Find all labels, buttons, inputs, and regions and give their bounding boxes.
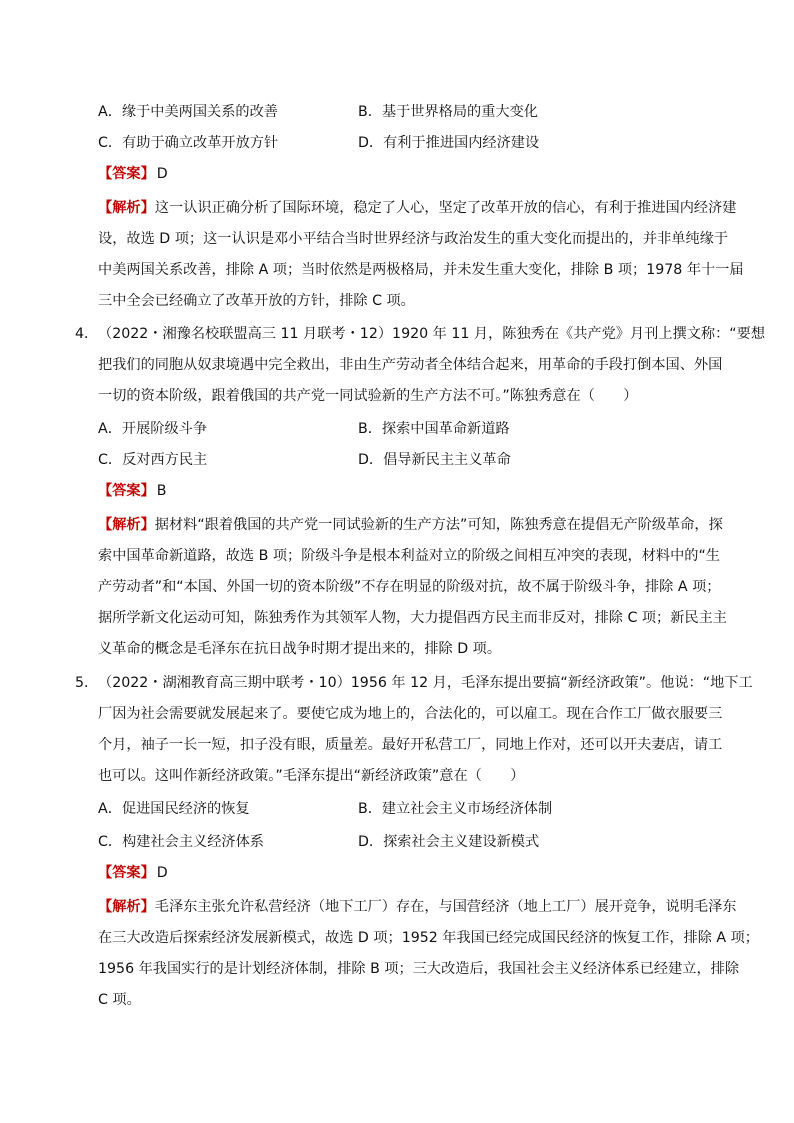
answer-tag: 【答案】 [98,483,155,499]
q4-stem-line-1: （2022・湘豫名校联盟高三 11 月联考・12）1920 年 11 月，陈独秀在《共产党》月刊上撰文称：“要想 [98,326,766,342]
q3-analysis-line-4: 三中全会已经确立了改革开放的方针，排除 C 项。 [98,293,415,309]
q4-number: 4． [75,326,99,342]
q4-answer [98,481,167,501]
q4-analysis-line-1 [98,515,723,535]
q3-analysis-line-3: 中美两国关系改善，排除 A 项；当时依然是两极格局，并未发生重大变化，排除 B 项；1978 年十一届 [98,262,744,278]
q4-stem-line-3: 一切的资本阶级，跟着俄国的共产党一同试验新的生产方法不可。”陈独秀意在（ ） [98,388,638,404]
q5-number: 5． [75,675,99,691]
q3-option-c: C．有助于确立改革开放方针 [98,135,279,151]
q5-stem-line-4: 也可以。这叫作新经济政策。”毛泽东提出“新经济政策”意在（ ） [98,768,525,784]
q5-option-a: A．促进国民经济的恢复 [98,801,250,817]
q4-option-d: D．倡导新民主主义革命 [358,452,511,468]
q3-option-a: A．缘于中美两国关系的改善 [98,104,278,120]
q4-option-a: A．开展阶级斗争 [98,421,208,437]
q4-analysis-line-4: 据所学新文化运动可知，陈独秀作为其领军人物，大力提倡西方民主而非反对，排除 C 项；新民主主 [98,610,727,626]
q4-analysis-text: 据材料“跟着俄国的共产党一同试验新的生产方法”可知，陈独秀意在提倡无产阶级革命，探 [154,517,723,533]
q3-answer-value: D [156,166,168,182]
q4-option-c: C．反对西方民主 [98,452,208,468]
q4-option-b: B．探索中国革命新道路 [358,421,510,437]
q5-option-c: C．构建社会主义经济体系 [98,834,264,850]
analysis-tag: 【解析】 [98,517,155,533]
q3-analysis-text: 这一认识正确分析了国际环境，稳定了人心，坚定了改革开放的信心，有利于推进国内经济建 [154,200,737,216]
q4-analysis-line-3: 产劳动者”和“本国、外国一切的资本阶级”不存在明显的阶级对抗，故不属于阶级斗争，排除 A 项； [98,579,721,595]
q4-analysis-line-2: 索中国革命新道路，故选 B 项；阶级斗争是根本利益对立的阶级之间相互冲突的表现，材料中的“生 [98,548,720,564]
q5-analysis-line-1 [98,897,736,917]
q5-stem-line-3: 个月，袖子一长一短，扣子没有眼，质量差。最好开私营工厂，同地上作对，还可以开夫妻店，请工 [98,737,723,753]
answer-tag: 【答案】 [98,865,155,881]
q5-analysis-text: 毛泽东主张允许私营经济（地下工厂）存在，与国营经济（地上工厂）展开竞争，说明毛泽东 [154,899,737,915]
q3-answer [98,164,168,184]
q5-answer-value: D [156,865,168,881]
q4-stem-line-2: 把我们的同胞从奴隶境遇中完全救出，非由生产劳动者全体结合起来，用革命的手段打倒本国、外国 [98,357,723,373]
q3-analysis-line-2: 设，故选 D 项；这一认识是邓小平结合当时世界经济与政治发生的重大变化而提出的，并非单纯缘于 [98,231,729,247]
q5-analysis-line-3: 1956 年我国实行的是计划经济体制，排除 B 项；三大改造后，我国社会主义经济体系已经建立，排除 [98,961,740,977]
q5-option-d: D．探索社会主义建设新模式 [358,834,540,850]
q4-answer-value: B [156,483,167,499]
q5-analysis-line-2: 在三大改造后探索经济发展新模式，故选 D 项；1952 年我国已经完成国民经济的恢复工作，排除 A 项； [98,930,759,946]
q4-analysis-line-5: 义革命的概念是毛泽东在抗日战争时期才提出来的，排除 D 项。 [98,641,502,657]
answer-tag: 【答案】 [98,166,155,182]
q3-option-d: D．有利于推进国内经济建设 [358,135,540,151]
q5-stem-line-2: 厂因为社会需要就发展起来了。要使它成为地上的，合法化的，可以雇工。现在合作工厂做衣服要三 [98,706,723,722]
analysis-tag: 【解析】 [98,200,155,216]
q5-stem-line-1: （2022・湖湘教育高三期中联考・10）1956 年 12 月，毛泽东提出要搞“新经济政策”。他说：“地下工 [98,675,753,691]
q5-analysis-line-4: C 项。 [98,992,141,1008]
q5-answer [98,863,168,883]
q3-analysis-line-1 [98,198,736,218]
q5-option-b: B．建立社会主义市场经济体制 [358,801,553,817]
analysis-tag: 【解析】 [98,899,155,915]
q3-option-b: B．基于世界格局的重大变化 [358,104,538,120]
